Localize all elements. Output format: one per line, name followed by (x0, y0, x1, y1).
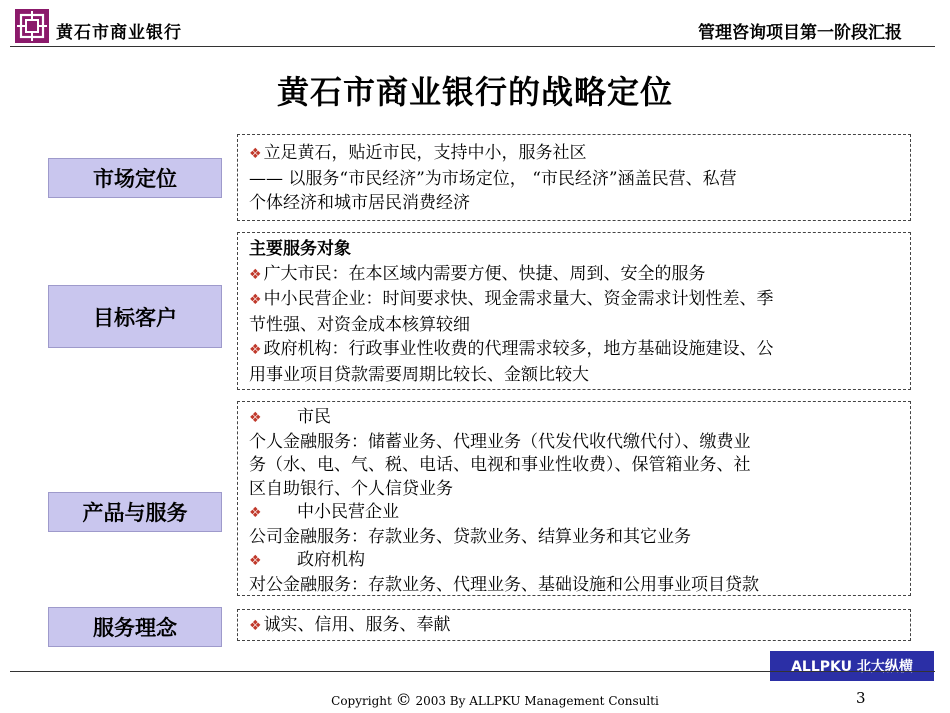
label-products-services: 产品与服务 (48, 492, 222, 532)
label-target-customers: 目标客户 (48, 285, 222, 348)
list-item: 个人金融服务：储蓄业务、代理业务（代发代收代缴代付）、缴费业 (249, 431, 751, 452)
list-item: ❖ 诚实、信用、服务、奉献 (249, 615, 451, 635)
diamond-bullet-icon: ❖ (249, 410, 262, 426)
products-services-box (237, 401, 911, 596)
header-divider (10, 46, 935, 47)
label-service-philosophy: 服务理念 (48, 607, 222, 647)
diamond-bullet-icon: ❖ (249, 618, 262, 634)
page-number: 3 (856, 689, 866, 707)
report-title: 管理咨询项目第一阶段汇报 (698, 23, 902, 43)
list-item: ❖ 广大市民：在本区域内需要方便、快捷、周到、安全的服务 (249, 263, 706, 284)
diamond-bullet-icon: ❖ (249, 553, 262, 569)
list-item: 节性强、对资金成本核算较细 (249, 314, 470, 335)
copyright: Copyright © 2003 By ALLPKU Management Consulti (331, 690, 659, 709)
diamond-bullet-icon: ❖ (249, 266, 262, 283)
service-philosophy-box (237, 609, 911, 641)
list-item: ❖ 中小民营企业 (249, 501, 900, 526)
list-item: ❖ 政府机构：行政事业性收费的代理需求较多，地方基础设施建设、公 (249, 339, 774, 359)
list-item: 个体经济和城市居民消费经济 (249, 193, 470, 213)
page-title: 黄石市商业银行的战略定位 (276, 73, 673, 111)
list-item: ❖ 政府机构 (249, 549, 900, 574)
diamond-bullet-icon: ❖ (249, 505, 262, 521)
list-item: 用事业项目贷款需要周期比较长、金额比较大 (249, 364, 589, 385)
market-positioning-box (237, 134, 911, 221)
target-customers-box (237, 232, 911, 390)
list-item: 对公金融服务：存款业务、代理业务、基础设施和公用事业项目贷款 (249, 574, 759, 595)
list-item: ❖ 立足黄石，贴近市民，支持中小，服务社区 (249, 143, 587, 163)
list-item: 公司金融服务：存款业务、贷款业务、结算业务和其它业务 (249, 526, 691, 547)
bank-logo-icon (14, 8, 50, 44)
list-item: ❖ 市民 (249, 406, 900, 431)
bank-name: 黄石市商业银行 (56, 23, 182, 43)
diamond-bullet-icon: ❖ (249, 342, 262, 358)
list-item: 务（水、电、气、税、电话、电视和事业性收费）、保管箱业务、社 (249, 455, 751, 475)
diamond-bullet-icon: ❖ (249, 292, 262, 308)
diamond-bullet-icon: ❖ (249, 146, 262, 162)
list-item: 区自助银行、个人信贷业务 (249, 478, 453, 499)
brand-badge: ALLPKU 北大纵横 (770, 651, 934, 681)
section-heading: 主要服务对象 (249, 239, 351, 259)
list-item: —— 以服务“市民经济”为市场定位， “市民经济”涵盖民营、私营 (249, 168, 737, 189)
label-market-positioning: 市场定位 (48, 158, 222, 198)
copyright-icon: © (395, 690, 412, 709)
footer-divider (10, 671, 935, 672)
list-item: ❖ 中小民营企业：时间要求快、现金需求量大、资金需求计划性差、季 (249, 289, 774, 309)
